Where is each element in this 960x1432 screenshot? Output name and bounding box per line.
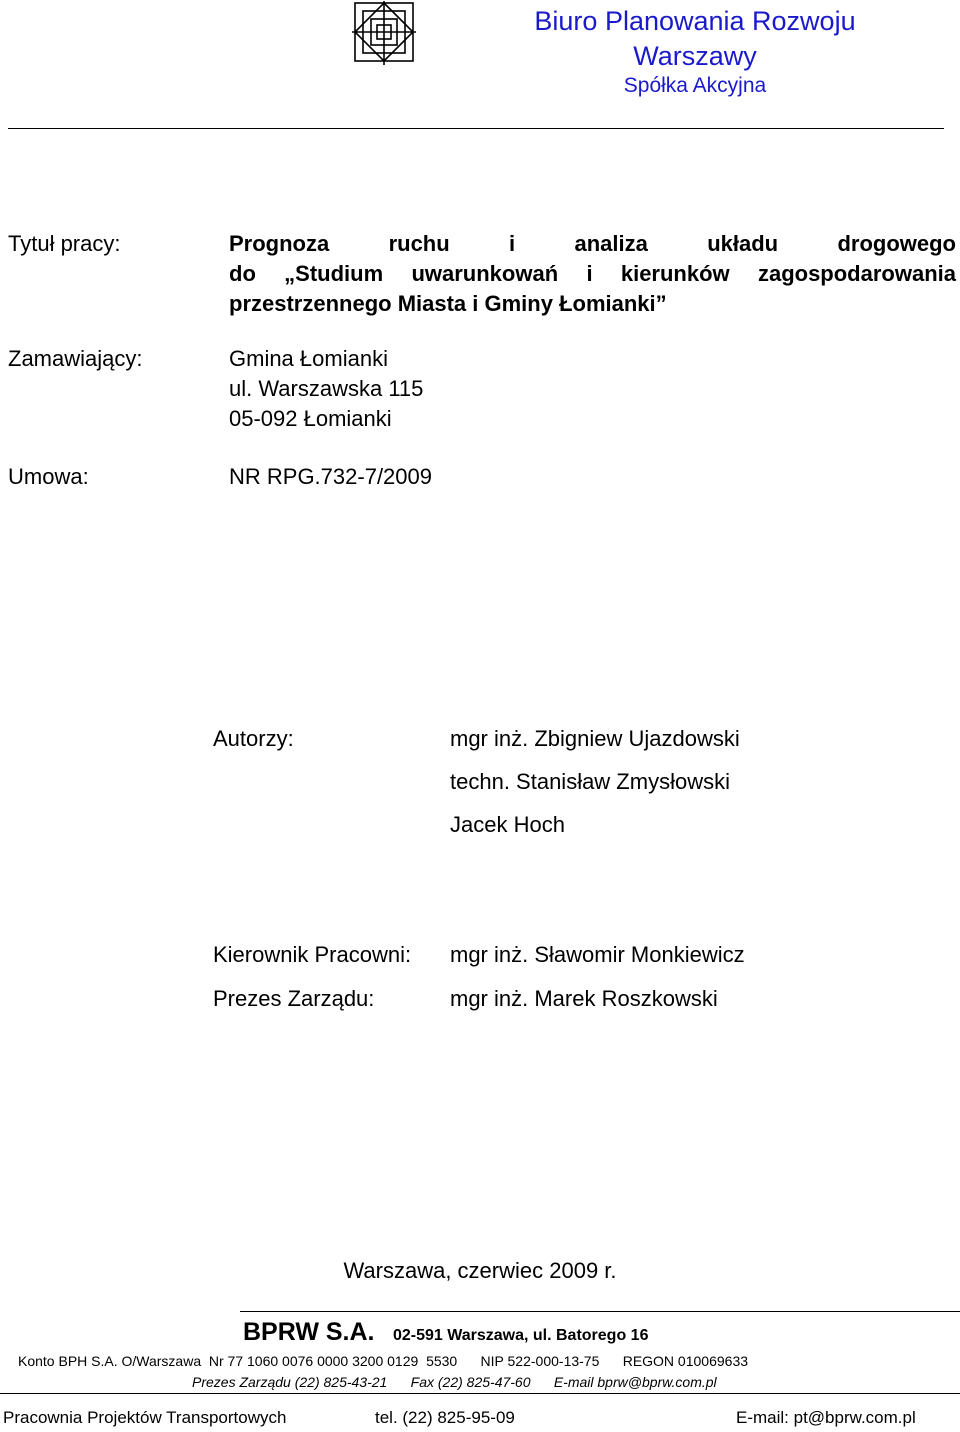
work-title-line: do „Studium uwarunkowań i kierunków zagospodarowania xyxy=(229,261,956,286)
work-title-line: Prognoza ruchu i analiza układu drogowego xyxy=(229,231,956,256)
client-label: Zamawiający: xyxy=(8,346,143,371)
footer-divider xyxy=(0,1393,960,1394)
company-subtitle: Spółka Akcyjna xyxy=(623,74,767,97)
department-phone: tel. (22) 825-95-09 xyxy=(375,1408,515,1427)
footer-divider xyxy=(240,1311,960,1312)
client-name: Gmina Łomianki xyxy=(229,346,388,371)
work-title-line: przestrzennego Miasta i Gminy Łomianki” xyxy=(229,291,667,316)
authors-label: Autorzy: xyxy=(213,726,294,751)
author-name: mgr inż. Zbigniew Ujazdowski xyxy=(450,726,740,751)
header-divider xyxy=(8,128,944,129)
title-label: Tytuł pracy: xyxy=(8,231,121,256)
company-address: 02-591 Warszawa, ul. Batorego 16 xyxy=(392,1327,649,1344)
place-date: Warszawa, czerwiec 2009 r. xyxy=(343,1258,617,1283)
department-name: Pracownia Projektów Transportowych xyxy=(3,1408,287,1427)
author-name: Jacek Hoch xyxy=(450,812,565,837)
client-address xyxy=(229,344,423,434)
company-short-name: BPRW S.A. xyxy=(243,1318,375,1346)
company-name-line1: Biuro Planowania Rozwoju xyxy=(534,6,856,36)
company-footer-line xyxy=(243,1318,648,1347)
author-name: techn. Stanisław Zmysłowski xyxy=(450,769,730,794)
work-title xyxy=(229,229,956,319)
contract-value: NR RPG.732-7/2009 xyxy=(229,464,432,489)
bank-account: Konto BPH S.A. O/Warszawa Nr 77 1060 0076 0000 3200 0129 5530 NIP 522-000-13-75 REGON 010069633 xyxy=(18,1353,749,1369)
president-label: Prezes Zarządu: xyxy=(213,986,375,1011)
department-email: E-mail: pt@bprw.com.pl xyxy=(736,1408,916,1427)
company-name-line2: Warszawy xyxy=(633,41,757,71)
client-street: ul. Warszawska 115 xyxy=(229,376,424,401)
head-label: Kierownik Pracowni: xyxy=(213,942,412,967)
company-logo xyxy=(350,0,418,66)
company-name xyxy=(480,4,910,74)
company-contacts: Prezes Zarządu (22) 825-43-21 Fax (22) 825-47-60 E-mail bprw@bprw.com.pl xyxy=(192,1374,717,1390)
president-value: mgr inż. Marek Roszkowski xyxy=(450,986,718,1011)
client-city: 05-092 Łomianki xyxy=(229,406,392,431)
contract-label: Umowa: xyxy=(8,464,89,489)
logo-icon xyxy=(350,0,418,66)
head-value: mgr inż. Sławomir Monkiewicz xyxy=(450,942,745,967)
